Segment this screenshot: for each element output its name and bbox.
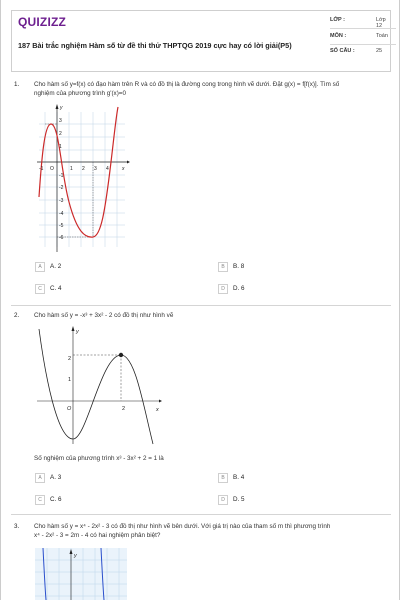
subject-label: MÔN : — [330, 33, 347, 39]
y-tick-label: 1 — [68, 377, 72, 383]
answer-option-c[interactable] — [35, 495, 195, 507]
worksheet-title: 187 Bài trắc nghiệm Hàm số từ đề thi thử THPTQG 2019 cực hay có lời giải(P5) — [18, 41, 292, 50]
answer-text: C. 4 — [50, 285, 62, 292]
x-tick-label: 3 — [94, 166, 97, 172]
answer-option-c[interactable] — [35, 284, 195, 296]
question-text — [34, 80, 339, 98]
y-axis-label: y — [60, 105, 63, 111]
answer-letter-box: B — [218, 262, 228, 272]
answer-text: C. 6 — [50, 496, 62, 503]
subject-value: Toán — [376, 33, 388, 39]
y-axis-label: y — [76, 329, 79, 335]
y-tick-label: 3 — [59, 118, 62, 124]
x-tick-label: 2 — [82, 166, 85, 172]
answer-option-d[interactable] — [218, 284, 378, 296]
answer-letter-box: D — [218, 495, 228, 505]
answer-text: D. 5 — [233, 496, 245, 503]
answer-option-d[interactable] — [218, 495, 378, 507]
quizizz-logo: QUIZIZZ — [18, 15, 67, 29]
tick-labels — [39, 105, 125, 241]
question-text: Cho hàm số y = -x³ + 3x² - 2 có đồ thị như hình vẽ — [34, 312, 174, 319]
function-curve — [39, 107, 118, 237]
count-label: SỐ CÂU : — [330, 48, 355, 54]
y-tick-label: -3 — [59, 198, 64, 204]
question-subtext: Số nghiệm của phương trình x³ - 3x² + 2 = 1 là — [34, 455, 164, 462]
question-number: 3. — [14, 523, 20, 530]
answer-letter-box: D — [218, 284, 228, 294]
y-tick-label: -1 — [59, 173, 64, 179]
y-axis-arrow — [56, 104, 59, 109]
y-axis-arrow — [72, 326, 75, 331]
question-text — [34, 522, 330, 540]
graph-grid — [39, 112, 125, 247]
answer-letter-box: A — [35, 262, 45, 272]
y-tick-label: -6 — [59, 235, 64, 241]
y-tick-label: -4 — [59, 211, 64, 217]
question-text-line: Cho hàm số y = x⁴ - 2x² - 3 có đồ thị như hình vẽ bên dưới. Với giá trị nào của tham số m thì phương trình — [34, 523, 331, 530]
answer-text: D. 6 — [233, 285, 245, 292]
y-axis-label: y — [74, 553, 77, 559]
x-tick-label: -1 — [39, 166, 44, 172]
answer-text: B. 8 — [233, 263, 245, 270]
question-number: 1. — [14, 81, 20, 88]
answer-letter-box: C — [35, 495, 45, 505]
class-value: Lớp 12 — [376, 17, 386, 29]
x-axis-label: x — [156, 407, 159, 413]
answer-option-a[interactable] — [35, 262, 195, 274]
question-1-graph — [35, 102, 131, 256]
x-axis-arrow — [127, 161, 130, 164]
answer-letter-box: C — [35, 284, 45, 294]
question-2-graph — [35, 324, 165, 446]
answer-text: A. 3 — [50, 474, 62, 481]
question-divider — [11, 305, 391, 306]
x-tick-label: 1 — [70, 166, 73, 172]
answer-letter-box: A — [35, 473, 45, 483]
class-label: LỚP : — [330, 17, 345, 23]
graph-background — [35, 548, 127, 600]
answer-option-b[interactable] — [218, 262, 378, 274]
x-axis-label: x — [122, 166, 125, 172]
x-tick-label: 4 — [106, 166, 109, 172]
origin-label: O — [67, 406, 72, 412]
y-tick-label: 2 — [68, 356, 72, 362]
maximum-point — [119, 353, 123, 357]
question-3-graph — [35, 548, 127, 600]
question-number: 2. — [14, 312, 20, 319]
question-divider — [11, 514, 391, 515]
x-tick-label: 2 — [122, 406, 126, 412]
answer-letter-box: B — [218, 473, 228, 483]
answer-text: A. 2 — [50, 263, 62, 270]
origin-label: O — [50, 166, 54, 172]
y-tick-label: -5 — [59, 223, 64, 229]
x-axis-arrow — [159, 400, 162, 403]
y-tick-label: 1 — [59, 144, 62, 150]
question-text-line: nghiệm của phương trình g'(x)=0 — [34, 90, 126, 97]
meta-divider — [330, 28, 396, 29]
function-curve — [39, 329, 153, 444]
meta-divider — [330, 44, 396, 45]
answer-option-b[interactable] — [218, 473, 378, 485]
y-tick-label: 2 — [59, 131, 62, 137]
tick-labels — [67, 329, 159, 413]
question-text-line: x⁴ - 2x² - 3 = 2m - 4 có hai nghiệm phân biệt? — [34, 532, 161, 539]
answer-text: B. 4 — [233, 474, 245, 481]
count-value: 25 — [376, 48, 383, 54]
worksheet-header — [11, 10, 391, 72]
answer-option-a[interactable] — [35, 473, 195, 485]
question-text-line: Cho hàm số y=f(x) có đạo hàm trên R và có đồ thị là đường cong trong hình vẽ dưới. Đặt g(x) = f[f(x)]. Tìm số — [34, 81, 340, 88]
y-tick-label: -2 — [59, 185, 64, 191]
